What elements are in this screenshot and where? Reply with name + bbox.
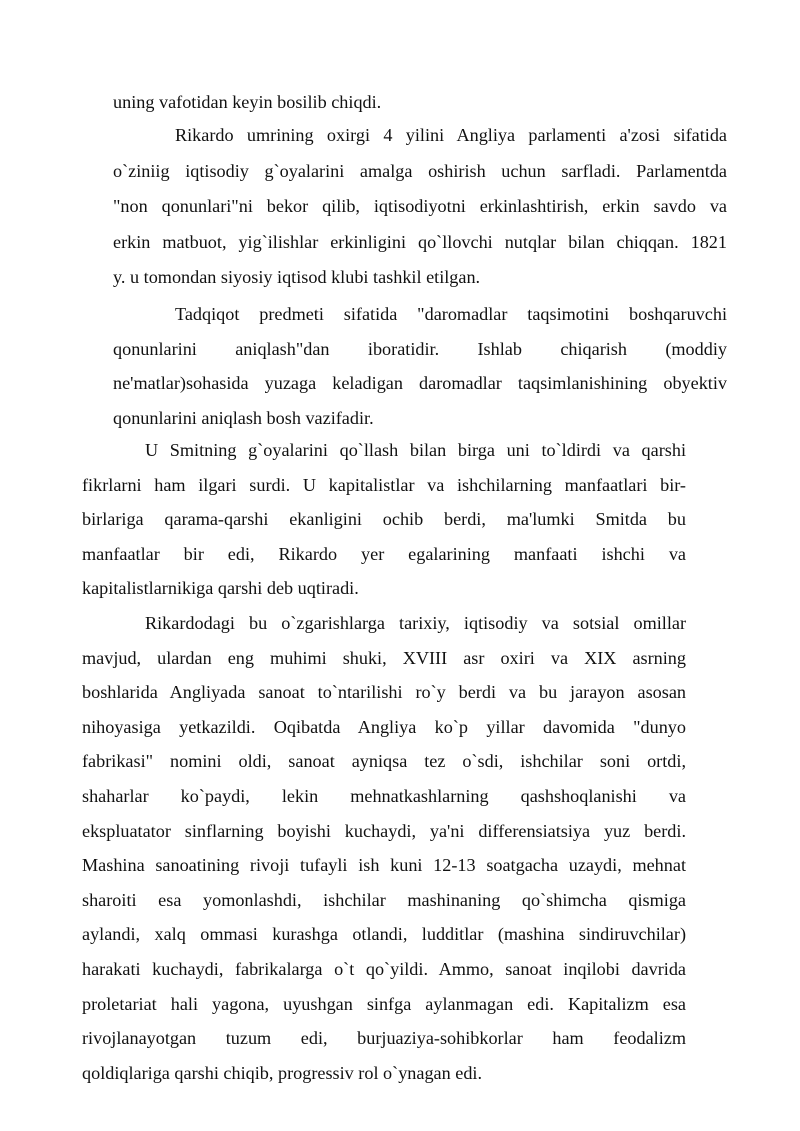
text-line: fabrikasi" nomini oldi, sanoat ayniqsa tez o`sdi, ishchilar soni ortdi, — [82, 751, 686, 772]
text-line: U Smitning g`oyalarini qo`llash bilan birga uni to`ldirdi va qarshi — [145, 440, 686, 460]
text-line: harakati kuchaydi, fabrikalarga o`t qo`yildi. Ammo, sanoat inqilobi davrida — [82, 959, 686, 979]
text-line: boshlarida Angliyada sanoat to`ntarilishi ro`y berdi va bu jarayon asosan — [82, 682, 686, 703]
text-line: birlariga qarama-qarshi ekanligini ochib berdi, ma'lumki Smitda bu — [82, 509, 686, 529]
text-line: shaharlar ko`paydi, lekin mehnatkashlarning qashshoqlanishi va — [82, 786, 686, 806]
text-line: y. u tomondan siyosiy iqtisod klubi tashkil etilgan. — [113, 267, 481, 287]
text-line: qonunlarini aniqlash"dan iboratidir. Ishlab chiqarish (moddiy — [113, 338, 727, 359]
text-line: manfaatlar bir edi, Rikardo yer egalarining manfaati ishchi va — [82, 543, 686, 564]
text-line: mavjud, ulardan eng muhimi shuki, XVIII asr oxiri va XIX asrning — [82, 647, 686, 668]
text-line: aylandi, xalq ommasi kurashga otlandi, ludditlar (mashina sindiruvchilar) — [82, 924, 686, 945]
text-line: nihoyasiga yetkazildi. Oqibatda Angliya ko`p yillar davomida "dunyo — [82, 716, 686, 737]
text-line: fikrlarni ham ilgari surdi. U kapitalistlar va ishchilarning manfaatlari bir- — [82, 474, 686, 495]
text-line: ekspluatator sinflarning boyishi kuchaydi, ya'ni differensiatsiya yuz berdi. — [82, 820, 686, 841]
text-line: uning vafotidan keyin bosilib chiqdi. — [113, 92, 382, 112]
text-line: Tadqiqot predmeti sifatida "daromadlar taqsimotini boshqaruvchi — [175, 304, 727, 324]
text-line: erkin matbuot, yig`ilishlar erkinligini qo`llovchi nutqlar bilan chiqqan. 1821 — [113, 231, 727, 252]
text-line: rivojlanayotgan tuzum edi, burjuaziya-sohibkorlar ham feodalizm — [82, 1028, 686, 1049]
text-line: o`ziniig iqtisodiy g`oyalarini amalga oshirish uchun sarfladi. Parlamentda — [113, 160, 727, 181]
text-line: Mashina sanoatining rivoji tufayli ish kuni 12-13 soatgacha uzaydi, mehnat — [82, 855, 686, 876]
text-line: Rikardo umrining oxirgi 4 yilini Angliya parlamenti a'zosi sifatida — [175, 125, 727, 145]
text-line: sharoiti esa yomonlashdi, ishchilar mashinaning qo`shimcha qismiga — [82, 889, 686, 910]
text-line: proletariat hali yagona, uyushgan sinfga aylanmagan edi. Kapitalizm esa — [82, 993, 686, 1014]
text-line: Rikardodagi bu o`zgarishlarga tarixiy, iqtisodiy va sotsial omillar — [145, 613, 686, 633]
text-line: "non qonunlari"ni bekor qilib, iqtisodiyotni erkinlashtirish, erkin savdo va — [113, 196, 727, 216]
text-line: ne'matlar)sohasida yuzaga keladigan daromadlar taqsimlanishining obyektiv — [113, 373, 727, 393]
text-line: qoldiqlariga qarshi chiqib, progressiv rol o`ynagan edi. — [82, 1062, 483, 1083]
text-line: qonunlarini aniqlash bosh vazifadir. — [113, 407, 374, 428]
text-line: kapitalistlarnikiga qarshi deb uqtiradi. — [82, 578, 359, 598]
